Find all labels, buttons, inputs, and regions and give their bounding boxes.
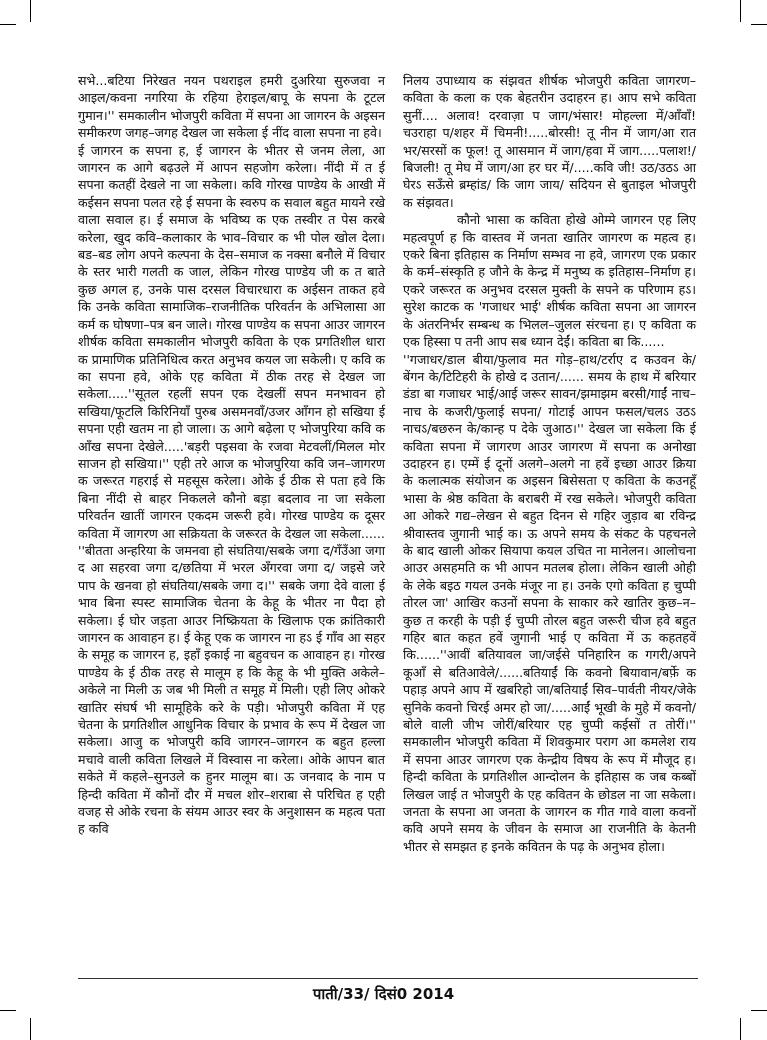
crop-mark-top-left — [30, 0, 31, 22]
body-paragraph: निलय उपाध्याय क संझवत शीर्षक भोजपुरी कविता जागरण–कविता के कला क एक बेहतरीन उदाहरन ह। आप सभे कविता सुनीं.... अलाव! दरवाज़ा प जाग/भंसार! मोहल्ला में/आँवाँ! चउराहा प/शहर में चिमनी!.....बोरसी! तू नीन में जाग/आ रात भर/सरसों क फूल! तू आसमान में जाग/हवा में जाग.....पलाश!/बिजली! तू मेघ में जाग/आ हर घर में/.....कवि जी! उठ/उठऽ आ घेरऽ सऊँसे ब्रम्हांड/ कि जाग जाय/ सदियन से बुताइल भोजपुरी क संझवत। — [403, 73, 696, 210]
footer-rule — [78, 978, 698, 979]
crop-mark-bottom-right — [740, 1018, 741, 1040]
crop-mark-left-upper — [0, 24, 16, 25]
right-text-column — [403, 72, 696, 855]
crop-mark-bottom-left — [30, 1018, 31, 1040]
crop-mark-right-lower — [751, 1010, 767, 1011]
body-paragraph: सभे...बटिया निरेखत नयन पथराइल हमरी दुअरिया सुरुजवा न आइल/कवना नगरिया के रहिया हेराइल/बापू के सपना के टूटल गुमान।'' समकालीन भोजपुरी कविता में सपना आ जागरन के अइसन समीकरण जगह–जगह देखल जा सकेला ई नींद वाला सपना ना हवे। ई जागरन क सपना ह, ई जागरन के भीतर से जनम लेला, आ जागरन क आगे बढ़उले में आपन सहजोग करेला। नींदी में त ई सपना कतहीं देखले ना जा सकेला। कवि गोरख पाण्डेय के आखी में कईसन सपना पलत रहे ई सपना के स्वरुप क सवाल बहुत मायने रखे वाला सवाल ह। ई समाज के भविष्य क एक तस्वीर त पेस करबे करेला, खुद कवि–कलाकार के भाव–विचार क भी पोल खोल देला। बड–बड लोग अपने कल्पना के देस–समाज क नक्सा बनौले में विचार के स्तर भारी गलती क जाल, लेकिन गोरख पाण्डेय जी क त बाते कुछ अगल ह, उनके पास दरसल विचारधारा क अईसन ताकत हवे कि उनके कविता सामाजिक–राजनीतिक परिवर्तन के अभिलासा आ कर्म क घोषणा–पत्र बन जाले। गोरख पाण्डेय क सपना आउर जागरन शीर्षक कविता समकालीन भोजपुरी कविता के एक प्रगतिशील धारा क प्रामाणिक प्रतिनिधित्व करत अनुभव कयल जा सकेली। ए कवि क का सपना हवे, ओके एह कविता में ठीक तरह से देखल जा सकेला.....''सूतल रहलीं सपन एक देखलीं सपन मनभावन हो सखिया/फूटलि किरिनियाँ पुरुब असमनवाँ/उजर आँगन हो सखिया ई सपना एही खतम ना हो जाला। ऊ आगे बढ़ेला ए भोजपुरिया कवि क आँख सपना देखेले.....'बड़री पइसवा के रजवा मेटवलीं/मिलल मोर साजन हो सखिया।'' एही तरे आज क भोजपुरिया कवि जन–जागरण क जरूरत गहराई से महसूस करेला। ओके ई ठीक से पता हवे कि बिना नींदी से बाहर निकलले कौनो बड़ा बदलाव ना जा सकेला परिवर्तन खातीं जागरन एकदम जरूरी हवे। गोरख पाण्डेय क दूसर कविता में जागरण आ सक्रियता के जरूरत के देखल जा सकेला...... ''बीतता अन्हरिया के जमनवा हो संघतिया/सबके जगा द/गँउँआ जगा द आ सहरवा जगा द/छतिया में भरल अँगरवा जगा द/ जइसे जरे पाप के खनवा हो संघतिया/सबके जगा द।'' सबके जगा देवे वाला ई भाव बिना स्पस्ट सामाजिक चेतना के केहू के भीतर ना पैदा हो सकेला। ई घोर जड़ता आउर निष्क्रियता के खिलाफ एक क्रांतिकारी जागरन क आवाहन ह। ई केहू एक क जागरन ना हऽ ई गाँव आ सहर के समूह क जागरन ह, इहाँ इकाई ना बहुवचन क आवाहन ह। गोरख पाण्डेय के ई ठीक तरह से मालूम ह कि केहू के भी मुक्ति अकेले–अकेले ना मिली ऊ जब भी मिली त समूह में मिली। एही लिए ओकरे खातिर संघर्ष भी सामूहिके करे के पड़ी। भोजपुरी कविता में एह चेतना के प्रगतिशील आधुनिक विचार के प्रभाव के रूप में देखल जा सकेला। आजु क भोजपुरी कवि जागरन–जागरन क बहुत हल्ला मचावे वाली कविता लिखले में विस्वास ना करेला। ओके आपन बात सकेते में कहले–सुनउले क हुनर मालूम बा। ऊ जनवाद के नाम प हिन्दी कविता में कौनों दौर में मचल शोर–शराबा से परिचित ह एही वजह से ओके रचना के संयम आउर स्वर के अनुशासन क महत्व पता ह कवि — [78, 73, 385, 837]
left-text-column — [78, 72, 385, 838]
crop-mark-right-upper — [751, 24, 767, 25]
body-paragraph: कौनो भासा क कविता होखे ओम्मे जागरन एह लिए महत्वपूर्ण ह कि वास्तव में जनता खातिर जागरण क महत्व ह। एकरे बिना इतिहास क निर्माण सम्भव ना हवे, जागरण एक प्रकार के कर्म–संस्कृति ह जौने के केन्द्र में मनुष्य क इतिहास–निर्माण ह। एकरे जरूरत क अनुभव दरसल मुक्ती के सपने क परिणाम हऽ। सुरेश काटक क 'गजाधर भाई' शीर्षक कविता सपना आ जागरन के अंतरनिर्भर सम्बन्ध क भिलल–जुलल संरचना ह। ए कविता क एक हिस्सा प तनी आप सब ध्यान देईं। कविता बा कि...... ''गजाधर/डाल बीया/फुलाव मत गोड़–हाथ/टर्राए द कउवन के/बेंगन के/टिटिहरी के होखे द उतान/...... समय के हाथ में बरियार डंडा बा गजाधर भाई/आई जरूर सावन/झमाझम बरसी/गाईं नाच–नाच के कजरी/फुलाई सपना/ गोटाई आपन फसल/चलऽ उठऽ नाचऽ/बछरुन के/कान्ह प देके जुआठ।'' देखल जा सकेला कि ई कविता सपना में जागरण आउर जागरण में सपना क अनोखा उदाहरन ह। एम्में ई दूनों अलगे–अलगे ना हवें इच्छा आउर क्रिया के कलात्मक संयोजन क अइसन बिसेसता ए कविता के कउनहूँ भासा के श्रेष्ठ कविता के बराबरी में रख सकेले। भोजपुरी कविता आ ओकरे गद्य–लेखन से बहुत दिनन से गहिर जुड़ाव बा रविन्द्र श्रीवास्तव जुगानी भाई क। ऊ अपने समय के संकट के पहचनले के बाद खाली ओकर सियापा कयल उचित ना मानेलन। आलोचना आउर असहमति क भी आपन मतलब होला। लेकिन खाली ओही के लेके बइठ गयल उनके मंजूर ना ह। उनके एगो कविता ह चुप्पी तोरल जा' आखिर कउनों सपना के साकार करे खातिर कुछ–न–कुछ त करही के पड़ी ई चुप्पी तोरल बहुत जरूरी चीज हवे बहुत गहिर बात कहत हवें जुगानी भाई ए कविता में ऊ कहतहवें कि......''आवीं बतियावल जा/जईसे पनिहारिन क गगरी/अपने कूआँ से बतिआवेले/......बतियाईं कि कवनो बियावान/बर्फ़े क पहाड़ अपने आप में खबरिहो जा/बतियाईं सिव–पार्वती नीयर/जेके सुनिके कवनो चिरई अमर हो जा/.....आईं भूखी के मुहे में कवनो/बोले वाली जीभ जोरीं/बरियार एह चुप्पी कईसों त तोरीं।'' समकालीन भोजपुरी कविता में शिवकुमार पराग आ कमलेश राय में सपना आउर जागरण एक केन्द्रीय विषय के रूप में मौजूद ह। हिन्दी कविता के प्रगतिशील आन्दोलन के इतिहास क जब कब्बों लिखल जाई त भोजपुरी के एह कवितन के छोडल ना जा सकेला। जनता के सपना आ जनता के जागरन क गीत गावे वाला कवनों कवि अपने समय के जीवन के समाज आ राजनीति के केतनी भीतर से समझत ह इनके कवितन के पढ़ के अनुभव होला। — [403, 212, 696, 854]
page-footer: पाती/33/ दिसं0 2014 — [312, 985, 455, 1003]
crop-mark-left-lower — [0, 1010, 16, 1011]
crop-mark-top-right — [740, 0, 741, 22]
